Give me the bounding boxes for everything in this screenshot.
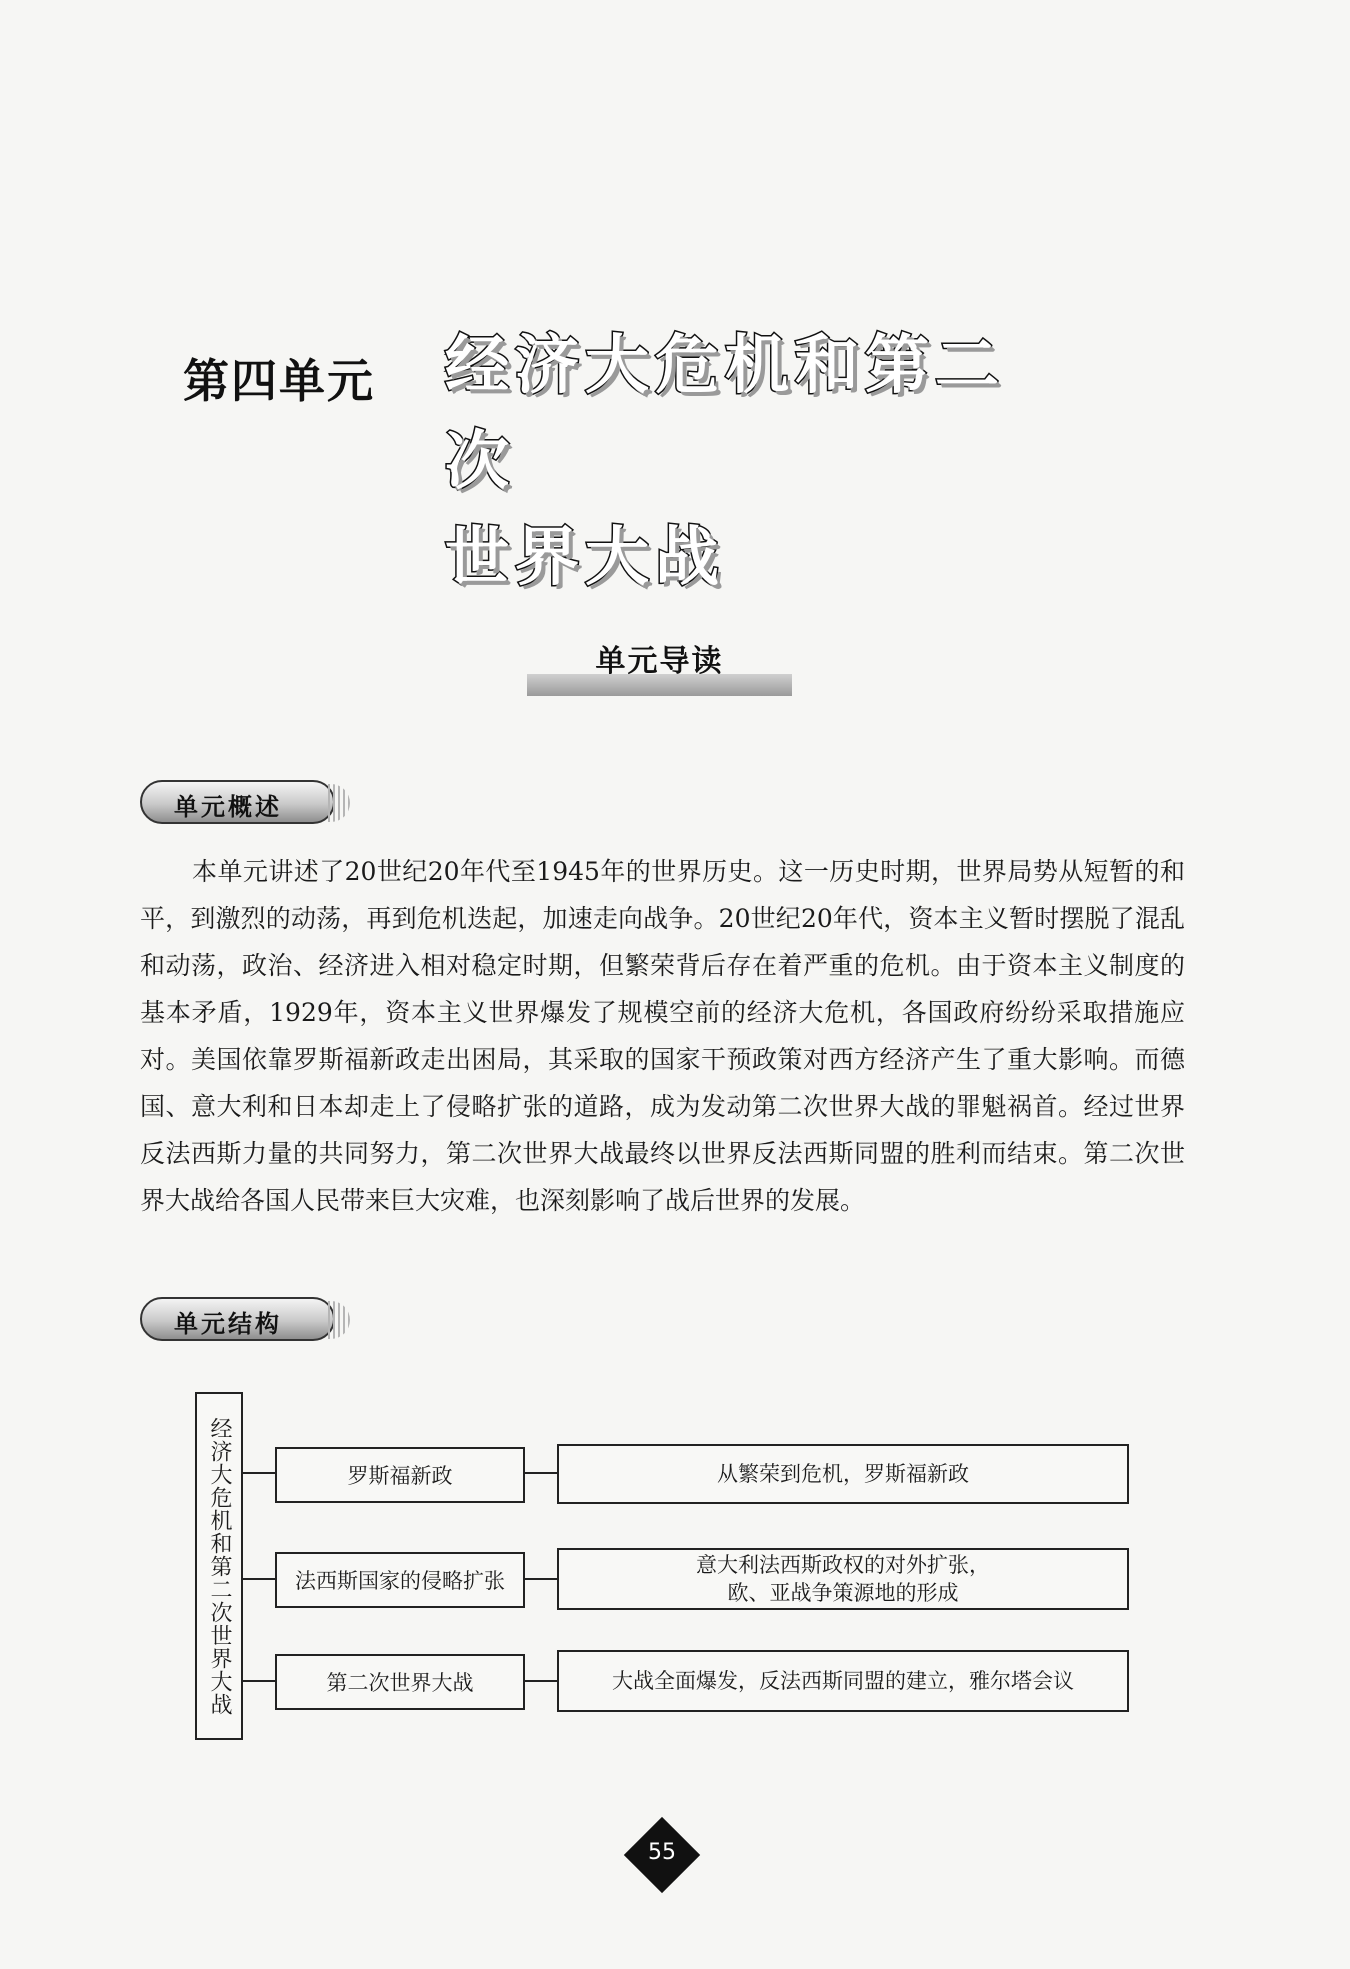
structure-heading: 单元结构 <box>174 1310 282 1338</box>
unit-label: 第四单元 <box>183 354 375 408</box>
connector-line <box>525 1680 557 1682</box>
diagram-detail-line: 欧、亚战争策源地的形成 <box>727 1581 959 1605</box>
connector-line <box>243 1578 275 1580</box>
diagram-root-label: 经济大危机和第二次世界大战 <box>207 1416 232 1716</box>
unit-title-line1: 经济大危机和第二次 <box>445 329 1005 499</box>
connector-line <box>243 1680 275 1682</box>
diagram-detail-box <box>557 1444 1129 1504</box>
diagram-topic-label: 罗斯福新政 <box>347 1464 453 1488</box>
overview-heading: 单元概述 <box>174 793 282 821</box>
diagram-detail-line: 从繁荣到危机，罗斯福新政 <box>717 1462 969 1486</box>
diagram-topic-label: 法西斯国家的侵略扩张 <box>295 1569 505 1593</box>
diagram-root-box <box>195 1392 243 1740</box>
diagram-detail-line: 意大利法西斯政权的对外扩张， <box>696 1553 990 1577</box>
diagram-detail-line: 大战全面爆发，反法西斯同盟的建立，雅尔塔会议 <box>612 1669 1074 1693</box>
diagram-detail-box <box>557 1548 1129 1610</box>
diagram-detail-box <box>557 1650 1129 1712</box>
unit-title-line2: 世界大战 <box>445 521 725 595</box>
connector-line <box>525 1578 557 1580</box>
diagram-topic-box <box>275 1447 525 1503</box>
diagram-topic-label: 第二次世界大战 <box>326 1671 474 1695</box>
page-number: 55 <box>648 1840 676 1865</box>
connector-line <box>525 1472 557 1474</box>
overview-paragraph: 本单元讲述了20世纪20年代至1945年的世界历史。这一历史时期，世界局势从短暂的和平，到激烈的动荡，再到危机迭起，加速走向战争。20世纪20年代，资本主义暂时摆脱了混乱和动荡，政治、经济进入相对稳定时期，但繁荣背后存在着严重的危机。由于资本主义制度的基本矛盾，1929年，资本主义世界爆发了规模空前的经济大危机，各国政府纷纷采取措施应对。美国依靠罗斯福新政走出困局，其采取的国家干预政策对西方经济产生了重大影响。而德国、意大利和日本却走上了侵略扩张的道路，成为发动第二次世界大战的罪魁祸首。经过世界反法西斯力量的共同努力，第二次世界大战最终以世界反法西斯同盟的胜利而结束。第二次世界大战给各国人民带来巨大灾难，也深刻影响了战后世界的发展。 <box>140 857 1185 1215</box>
diagram-topic-box <box>275 1654 525 1710</box>
diagram-topic-box <box>275 1552 525 1608</box>
connector-line <box>243 1472 275 1474</box>
guide-title: 单元导读 <box>595 644 724 679</box>
